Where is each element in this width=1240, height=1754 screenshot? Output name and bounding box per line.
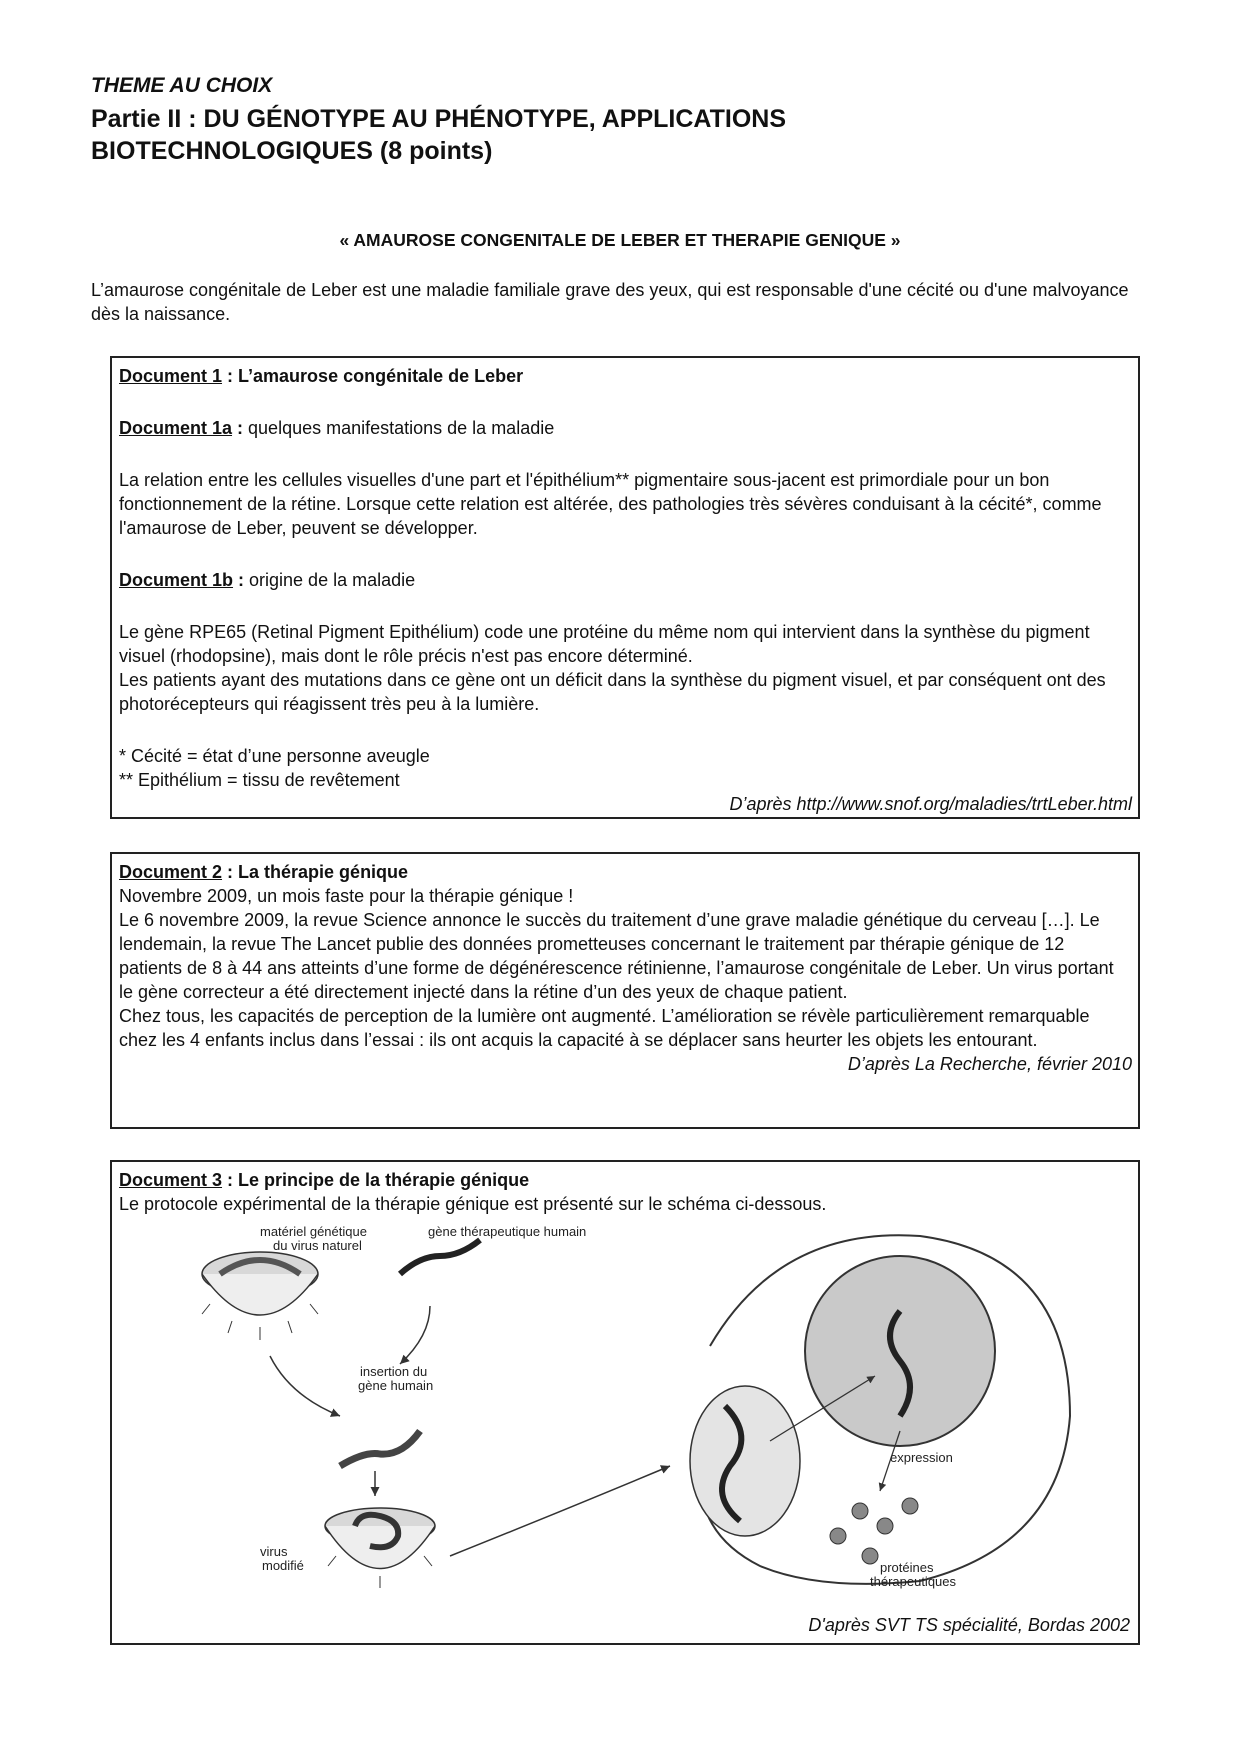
doc2-source: D’après La Recherche, février 2010: [847, 1054, 1132, 1074]
label-expression: expression: [890, 1450, 953, 1465]
natural-virus-illustration: [202, 1252, 318, 1340]
document-1-box: [110, 356, 1140, 819]
doc1b-text-2: Les patients ayant des mutations dans ce gène ont un déficit dans la synthèse du pigment visuel, et par conséquent ont des photorécepteurs qui réagissent très peu à la lumière.: [119, 670, 1106, 714]
doc1a-subtitle: quelques manifestations de la maladie: [248, 418, 555, 438]
doc2-title: : La thérapie génique: [222, 862, 409, 882]
label-proteins-2: thérapeutiques: [870, 1574, 957, 1589]
label-human-gene: gène thérapeutique humain: [428, 1224, 587, 1239]
doc1-source: D’après http://www.snof.org/maladies/trtLeber.html: [729, 794, 1132, 814]
doc3-heading: [119, 1168, 1132, 1192]
doc1a-label: Document 1a: [119, 418, 233, 438]
intro-paragraph: L’amaurose congénitale de Leber est une maladie familiale grave des yeux, qui est responsable d'une cécité ou d'une malvoyance dès la naissance.: [91, 280, 1129, 324]
human-gene-strand: [400, 1240, 480, 1274]
doc3-intro: Le protocole expérimental de la thérapie génique est présenté sur le schéma ci-dessous.: [119, 1194, 827, 1214]
label-insertion-2: gène humain: [358, 1378, 434, 1393]
doc2-line-1: Novembre 2009, un mois faste pour la thérapie génique !: [119, 886, 574, 906]
doc1b-heading: Document 1b : origine de la maladie: [119, 570, 416, 590]
label-insertion-1: insertion du: [360, 1364, 428, 1379]
part-title-line-1: Partie II : DU GÉNOTYPE AU PHÉNOTYPE, APPLICATIONS: [91, 105, 787, 133]
gene-therapy-diagram: [180, 1216, 1130, 1596]
doc2-paragraph-1: Le 6 novembre 2009, la revue Science annonce le succès du traitement d’une grave maladie génétique du cerveau […]. Le lendemain, la revue The Lancet publie des données prometteuses concernant le traitement par thérapie génique de 12 patients de 8 à 44 ans atteints d’une forme de dégénérescence rétinienne, l’amaurose congénitale de Leber. Un virus portant le gène correcteur a été directement injecté dans la rétine d’un des yeux de chaque patient.: [119, 910, 1114, 1002]
label-virus-material-2: du virus naturel: [273, 1238, 362, 1253]
doc1b-text-1: Le gène RPE65 (Retinal Pigment Epithélium) code une protéine du même nom qui intervient dans la synthèse du pigment visuel (rhodopsine), mais dont le rôle précis n'est pas encore déterminé.: [119, 622, 1090, 666]
doc2-heading: [119, 860, 1132, 884]
doc1-heading: [119, 364, 1132, 388]
arrow-virus-to-insertion: [270, 1356, 340, 1416]
doc3-source: D'après SVT TS spécialité, Bordas 2002: [808, 1615, 1130, 1635]
subject-title: « AMAUROSE CONGENITALE DE LEBER ET THERAPIE GENIQUE »: [339, 230, 901, 250]
label-proteins-1: protéines: [880, 1560, 934, 1575]
label-modified-virus-1: virus: [260, 1544, 288, 1559]
doc2-paragraph-2: Chez tous, les capacités de perception de la lumière ont augmenté. L’amélioration se révèle particulièrement remarquable chez les 4 enfants inclus dans l’essai : ils ont acquis la capacité à se déplacer sans heurter les objets les entourant.: [119, 1006, 1090, 1050]
document-2-box: [110, 852, 1140, 1129]
part-title: [91, 103, 1091, 167]
doc2-label: Document 2: [119, 862, 223, 882]
label-virus-material-1: matériel génétique: [260, 1224, 367, 1239]
footnote-epithelium: ** Epithélium = tissu de revêtement: [119, 770, 400, 790]
doc3-title: : Le principe de la thérapie génique: [222, 1170, 530, 1190]
doc1-label: Document 1: [119, 366, 223, 386]
doc1a-heading: Document 1a : quelques manifestations de la maladie: [119, 418, 555, 438]
recombinant-dna-strand: [340, 1431, 420, 1466]
part-title-line-2: BIOTECHNOLOGIQUES (8 points): [91, 137, 493, 165]
arrow-to-cell: [450, 1466, 670, 1556]
doc1b-subtitle: origine de la maladie: [249, 570, 416, 590]
arrow-gene-to-insertion: [400, 1306, 430, 1364]
modified-virus-illustration: [325, 1508, 435, 1588]
label-modified-virus-2: modifié: [262, 1558, 304, 1573]
doc3-label: Document 3: [119, 1170, 223, 1190]
doc1a-text: La relation entre les cellules visuelles d'une part et l'épithélium** pigmentaire sous-jacent est primordiale pour un bon fonctionnement de la rétine. Lorsque cette relation est altérée, des pathologies très sévères conduisant à la cécité*, comme l'amaurose de Leber, peuvent se développer.: [119, 470, 1102, 538]
target-cell-illustration: [690, 1235, 1070, 1584]
doc1b-label: Document 1b: [119, 570, 234, 590]
doc1-title: : L’amaurose congénitale de Leber: [222, 366, 524, 386]
footnote-cecite: * Cécité = état d’une personne aveugle: [119, 746, 430, 766]
theme-heading: THEME AU CHOIX: [91, 74, 273, 97]
